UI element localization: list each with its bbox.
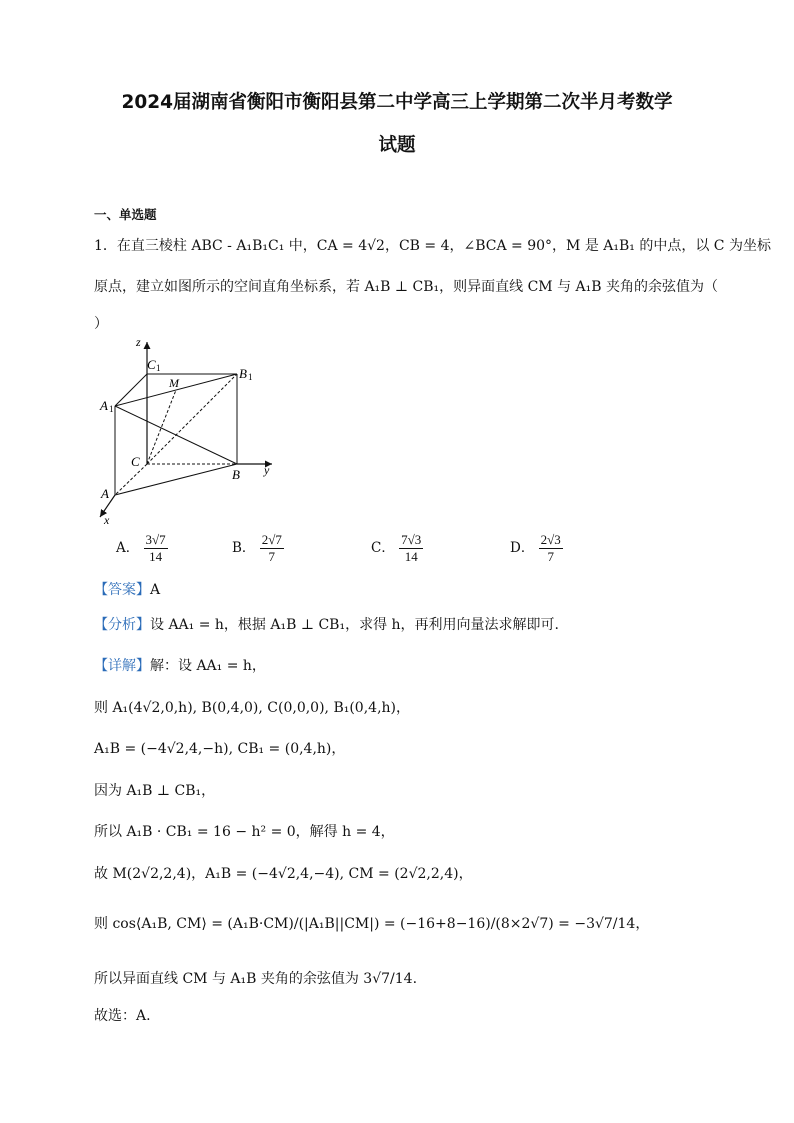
label-b1: B	[239, 366, 247, 381]
analysis-line	[94, 614, 559, 634]
edge-c-m	[147, 390, 176, 464]
option-c-letter: C．	[371, 540, 395, 556]
label-a: A	[101, 486, 109, 501]
label-z: z	[136, 335, 141, 349]
option-c[interactable]	[371, 532, 423, 565]
detail-line-6: 则 cos⟨A₁B, CM⟩ = (A₁B·CM)/(|A₁B||CM|) = (−16+8−16)/(8×2√7) = −3√7/14，	[94, 916, 650, 932]
question-line2: 原点，建立如图所示的空间直角坐标系，若 A₁B ⊥ CB₁，则异面直线 CM 与 A₁B 夹角的余弦值为（	[94, 279, 718, 295]
detail-line-7: 所以异面直线 CM 与 A₁B 夹角的余弦值为 3√7/14.	[94, 971, 418, 987]
option-c-fraction: $\frac{7√3}{14}$	[401, 532, 422, 564]
detail-text-0: 解：设 AA₁ = h，	[150, 658, 266, 674]
option-d-fraction: $\frac{2√3}{7}$	[540, 532, 561, 564]
option-a-letter: A．	[116, 540, 140, 556]
option-d[interactable]	[510, 532, 563, 565]
question-line3: ）	[94, 316, 108, 332]
edge-c-b1	[147, 374, 237, 464]
answer-tag: 【答案】	[94, 582, 150, 598]
label-b: B	[232, 467, 240, 482]
option-b-fraction: $\frac{2√7}{7}$	[261, 532, 282, 564]
detail-line-0	[94, 655, 266, 675]
label-y: y	[264, 463, 270, 477]
option-b-letter: B．	[232, 540, 256, 556]
section-heading: 一、单选题	[94, 207, 157, 222]
label-b1-sub: 1	[248, 372, 253, 382]
label-c1: C	[147, 357, 156, 372]
answer-line	[94, 579, 160, 599]
analysis-tag: 【分析】	[94, 617, 150, 633]
document-title-line1: 2024届湖南省衡阳市衡阳县第二中学高三上学期第二次半月考数学	[121, 92, 673, 113]
answer-text: A	[150, 582, 161, 598]
detail-line-8: 故选：A.	[94, 1008, 151, 1024]
detail-line-4: 所以 A₁B · CB₁ = 16 − h² = 0，解得 h = 4，	[94, 824, 395, 840]
detail-line-1: 则 A₁(4√2,0,h), B(0,4,0), C(0,0,0), B₁(0,4,h)，	[94, 700, 411, 716]
label-c: C	[131, 454, 140, 469]
label-c1-sub: 1	[156, 363, 161, 373]
label-m: M	[169, 376, 179, 390]
document-title-line2: 试题	[378, 135, 416, 156]
option-a-fraction: $\frac{3√7}{14}$	[145, 532, 166, 564]
prism-figure	[90, 332, 290, 532]
label-a1-sub: 1	[109, 404, 114, 414]
detail-line-2: A₁B = (−4√2,4,−h), CB₁ = (0,4,h)，	[94, 741, 346, 757]
analysis-text: 设 AA₁ = h，根据 A₁B ⊥ CB₁，求得 h，再利用向量法求解即可.	[150, 617, 559, 633]
option-d-letter: D．	[510, 540, 535, 556]
label-x: x	[104, 513, 110, 527]
edge-a1-c1	[115, 374, 147, 406]
detail-line-3: 因为 A₁B ⊥ CB₁，	[94, 783, 216, 799]
option-a[interactable]	[116, 532, 168, 565]
detail-tag: 【详解】	[94, 658, 150, 674]
option-b[interactable]	[232, 532, 284, 565]
question-line1: 1．在直三棱柱 ABC - A₁B₁C₁ 中，CA = 4√2，CB = 4，∠BCA = 90°，M 是 A₁B₁ 的中点，以 C 为坐标	[94, 238, 771, 254]
label-a1: A	[100, 398, 108, 413]
detail-line-5: 故 M(2√2,2,4)，A₁B = (−4√2,4,−4), CM = (2√2,2,4)，	[94, 866, 473, 882]
